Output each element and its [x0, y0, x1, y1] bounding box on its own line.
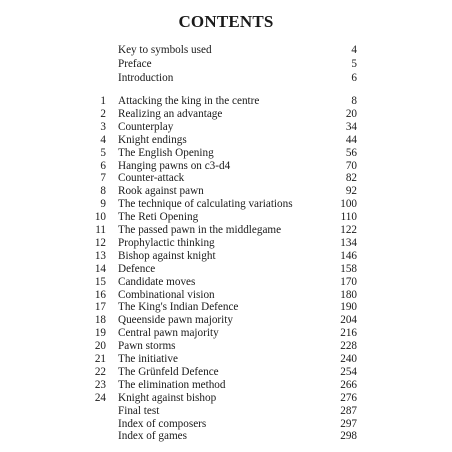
- chapter-entry: [0, 237, 452, 250]
- page-number: 180: [340, 288, 357, 301]
- chapter-number: 4: [100, 133, 106, 146]
- entry-title: Index of composers: [118, 417, 207, 430]
- entry-title: Bishop against knight: [118, 249, 216, 262]
- entry-title: Hanging pawns on c3-d4: [118, 159, 231, 172]
- chapter-number: 12: [94, 236, 106, 249]
- entry-title: Pawn storms: [118, 340, 176, 353]
- page-number: 6: [351, 72, 357, 84]
- chapter-entry: [0, 211, 452, 224]
- chapter-number: 24: [94, 391, 106, 404]
- page-number: 44: [345, 133, 357, 146]
- chapter-number: 10: [94, 211, 106, 224]
- page-number: 34: [345, 120, 357, 133]
- chapter-entry: [0, 160, 452, 173]
- entry-title: The King's Indian Defence: [118, 301, 239, 314]
- entry-title: Central pawn majority: [118, 327, 219, 340]
- chapter-number: 13: [94, 249, 106, 262]
- chapter-entry: [0, 366, 452, 379]
- entry-title: The initiative: [118, 353, 178, 365]
- page-number: 5: [351, 58, 357, 70]
- chapter-entry: [0, 224, 452, 237]
- chapter-entry: [0, 95, 452, 108]
- entry-title: The elimination method: [118, 378, 226, 391]
- page-number: 190: [340, 301, 357, 314]
- chapter-entry: [0, 353, 452, 366]
- chapter-entry: [0, 121, 452, 134]
- page-title: CONTENTS: [178, 12, 274, 31]
- page-number: 287: [340, 404, 357, 417]
- entry-title: Key to symbols used: [118, 44, 212, 56]
- page-number: 204: [340, 314, 357, 327]
- entry-title: Attacking the king in the centre: [118, 95, 260, 107]
- page-number: 122: [340, 224, 357, 236]
- entry-title: Prophylactic thinking: [118, 236, 215, 249]
- page-number: 92: [345, 185, 357, 198]
- entry-title: Knight against bishop: [118, 391, 217, 404]
- page-number: 240: [340, 353, 357, 365]
- chapter-entry: [0, 198, 452, 211]
- entry-title: Counter-attack: [118, 172, 185, 185]
- entry-title: The English Opening: [118, 146, 214, 159]
- entry-title: Combinational vision: [118, 288, 215, 301]
- chapter-number: 18: [94, 314, 106, 327]
- chapter-entry: [0, 314, 452, 327]
- chapter-number: 9: [100, 198, 106, 211]
- chapter-entry: [0, 108, 452, 121]
- page-number: 134: [340, 236, 357, 249]
- chapter-entry: [0, 172, 452, 185]
- entry-title: Queenside pawn majority: [118, 314, 233, 327]
- page-number: 82: [345, 172, 357, 185]
- page-number: 20: [345, 107, 357, 120]
- page-number: 110: [340, 211, 357, 224]
- page-number: 70: [345, 159, 357, 172]
- chapter-entry: [0, 263, 452, 276]
- entry-title: Final test: [118, 404, 160, 417]
- entry-title: Defence: [118, 262, 156, 275]
- page-number: 297: [340, 417, 357, 430]
- entry-title: Preface: [118, 58, 152, 70]
- page-number: 228: [340, 340, 357, 353]
- chapter-number: 3: [100, 120, 106, 133]
- chapter-number: 19: [94, 327, 106, 340]
- back-matter-entry: [0, 405, 452, 418]
- chapter-entry: [0, 147, 452, 160]
- chapter-number: 22: [94, 365, 106, 378]
- entry-title: Rook against pawn: [118, 185, 204, 198]
- chapter-number: 16: [94, 288, 106, 301]
- chapter-entry: [0, 185, 452, 198]
- entry-title: Candidate moves: [118, 275, 196, 288]
- chapter-entry: [0, 276, 452, 289]
- chapter-entry: [0, 289, 452, 302]
- chapter-number: 20: [94, 340, 106, 353]
- chapter-number: 2: [100, 107, 106, 120]
- page-number: 8: [351, 95, 357, 107]
- page-number: 4: [351, 44, 357, 56]
- page-number: 170: [340, 275, 357, 288]
- entry-title: The Reti Opening: [118, 211, 199, 224]
- back-matter-entry: [0, 418, 452, 431]
- chapter-number: 21: [94, 353, 106, 365]
- chapter-number: 23: [94, 378, 106, 391]
- front-matter-entry: [0, 58, 452, 71]
- entry-title: Knight endings: [118, 133, 187, 146]
- chapter-entry: [0, 340, 452, 353]
- front-matter-entry: [0, 72, 452, 85]
- entry-title: Index of games: [118, 430, 187, 443]
- chapter-entry: [0, 301, 452, 314]
- entry-title: The technique of calculating variations: [118, 198, 293, 211]
- chapter-number: 14: [94, 262, 106, 275]
- chapter-entry: [0, 250, 452, 263]
- page-number: 298: [340, 430, 357, 443]
- page-number: 276: [340, 391, 357, 404]
- chapter-entry: [0, 327, 452, 340]
- chapter-number: 6: [100, 159, 106, 172]
- chapter-number: 5: [100, 146, 106, 159]
- page-number: 266: [340, 378, 357, 391]
- chapter-number: 15: [94, 275, 106, 288]
- entry-title: Counterplay: [118, 120, 174, 133]
- page-number: 100: [340, 198, 357, 211]
- chapter-entry: [0, 392, 452, 405]
- chapter-number: 17: [94, 301, 106, 314]
- page-number: 158: [340, 262, 357, 275]
- entry-title: Realizing an advantage: [118, 107, 223, 120]
- page-number: 254: [340, 365, 357, 378]
- page-number: 216: [340, 327, 357, 340]
- chapter-number: 8: [100, 185, 106, 198]
- chapter-entry: [0, 379, 452, 392]
- back-matter-entry: [0, 430, 452, 443]
- chapter-number: 11: [95, 224, 106, 236]
- entry-title: Introduction: [118, 72, 174, 84]
- front-matter-entry: [0, 44, 452, 57]
- page-number: 146: [340, 249, 357, 262]
- chapter-number: 7: [100, 172, 106, 185]
- page-number: 56: [345, 146, 357, 159]
- entry-title: The Grünfeld Defence: [118, 365, 219, 378]
- chapter-entry: [0, 134, 452, 147]
- chapter-number: 1: [100, 95, 106, 107]
- entry-title: The passed pawn in the middlegame: [118, 224, 282, 236]
